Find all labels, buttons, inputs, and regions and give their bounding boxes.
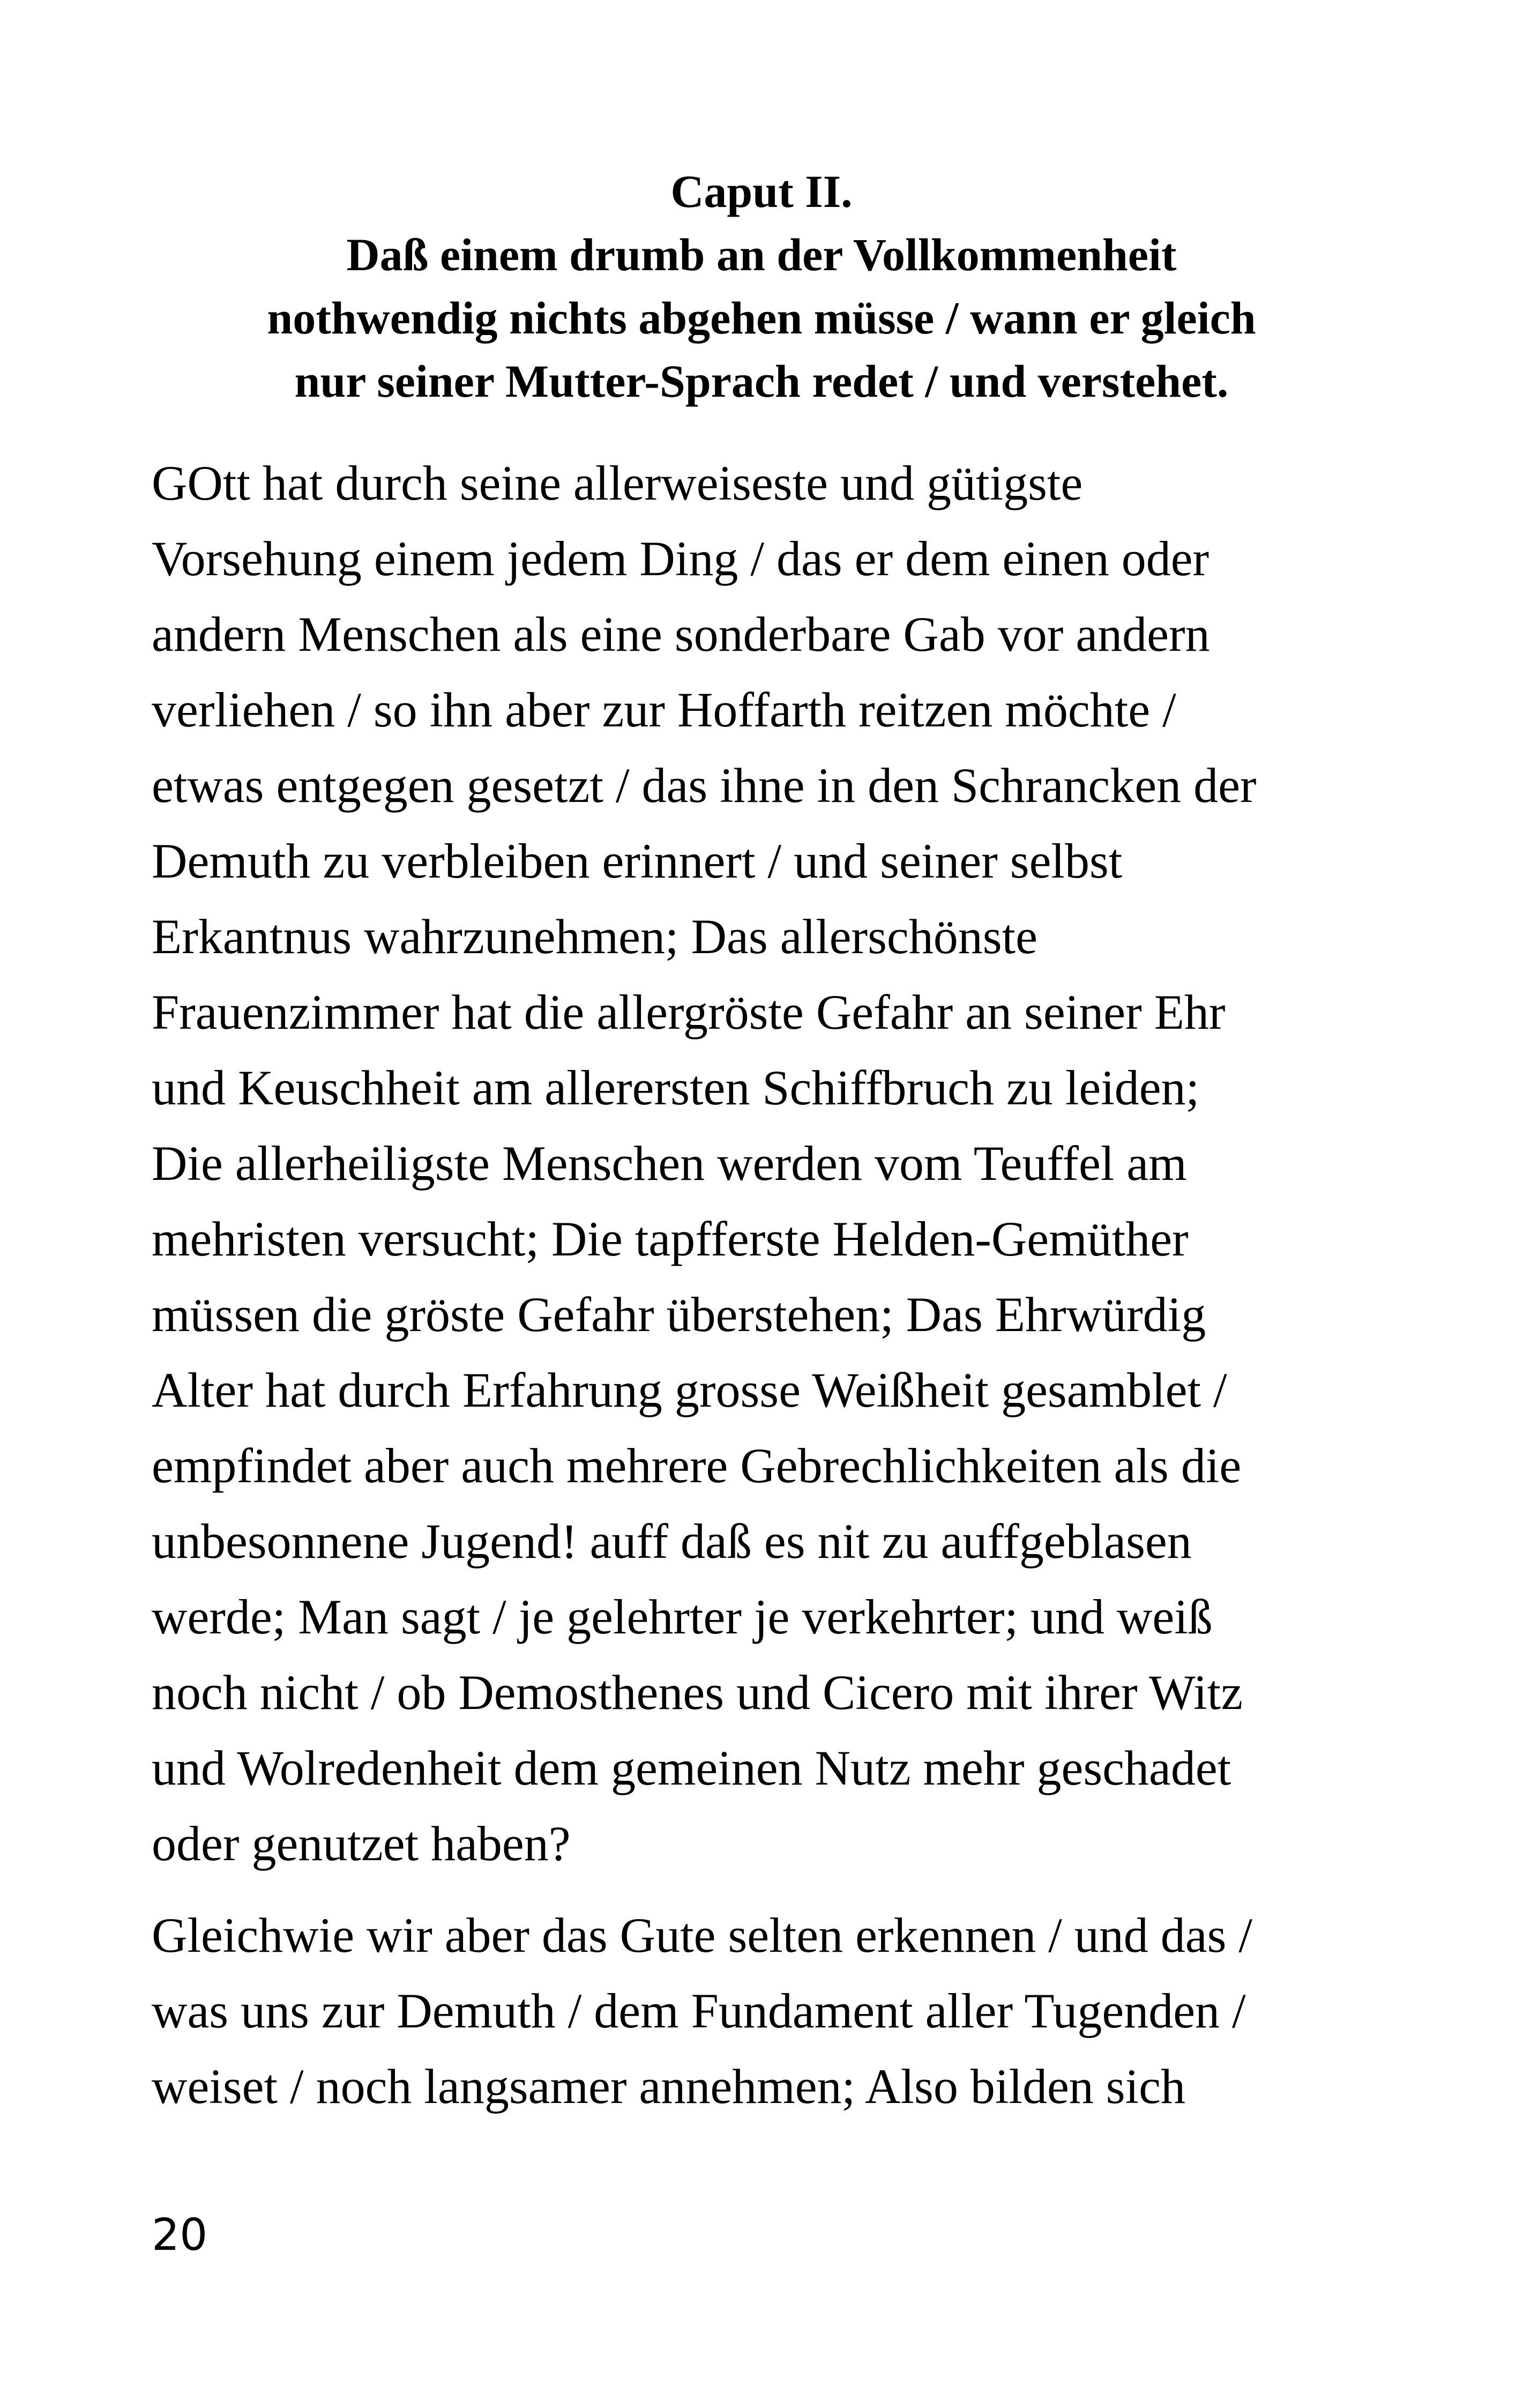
text-line: werde; Man sagt / je gelehrter je verkehrter; und weiß [152,1589,1213,1644]
text-line: GOtt hat durch seine allerweiseste und gütigste [152,456,1083,510]
text-line: Vorsehung einem jedem Ding / das er dem einen oder [152,531,1210,586]
chapter-summary-line: Daß einem drumb an der Vollkommenheit [346,229,1177,280]
text-line: Gleichwie wir aber das Gute selten erkennen / und das / [152,1908,1252,1963]
page-number: 20 [152,2210,208,2261]
text-line: etwas entgegen gesetzt / das ihne in den Schrancken der [152,758,1257,813]
text-line: empfindet aber auch mehrere Gebrechlichkeiten als die [152,1438,1242,1493]
chapter-heading [0,160,1523,413]
text-line: mehristen versucht; Die tapfferste Helden-Gemüther [152,1212,1189,1266]
paragraph-1 [152,445,1406,1882]
text-line: Erkantnus wahrzunehmen; Das allerschönste [152,909,1037,964]
text-line: müssen die gröste Gefahr überstehen; Das Ehrwürdig [152,1287,1206,1342]
text-line: was uns zur Demuth / dem Fundament aller Tugenden / [152,1983,1246,2038]
text-line: noch nicht / ob Demosthenes und Cicero mit ihrer Witz [152,1665,1243,1720]
text-line: andern Menschen als eine sonderbare Gab vor andern [152,607,1210,662]
text-line: oder genutzet haben? [152,1816,571,1871]
text-line: Alter hat durch Erfahrung grosse Weißheit gesamblet / [152,1363,1227,1417]
text-line: Demuth zu verbleiben erinnert / und seiner selbst [152,834,1123,888]
text-line: und Keuschheit am allerersten Schiffbruch zu leiden; [152,1060,1200,1115]
text-line: weiset / noch langsamer annehmen; Also bilden sich [152,2059,1185,2114]
text-line: Frauenzimmer hat die allergröste Gefahr an seiner Ehr [152,985,1226,1039]
chapter-title: Caput II. [670,166,853,217]
paragraph-2 [152,1898,1406,2124]
text-line: Die allerheiligste Menschen werden vom Teuffel am [152,1136,1187,1191]
text-line: verliehen / so ihn aber zur Hoffarth reitzen möchte / [152,682,1176,737]
chapter-summary-line: nothwendig nichts abgehen müsse / wann er gleich [267,292,1256,344]
text-line: und Wolredenheit dem gemeinen Nutz mehr geschadet [152,1741,1231,1795]
chapter-summary-line: nur seiner Mutter-Sprach redet / und verstehet. [294,355,1229,407]
text-line: unbesonnene Jugend! auff daß es nit zu auffgeblasen [152,1514,1192,1569]
